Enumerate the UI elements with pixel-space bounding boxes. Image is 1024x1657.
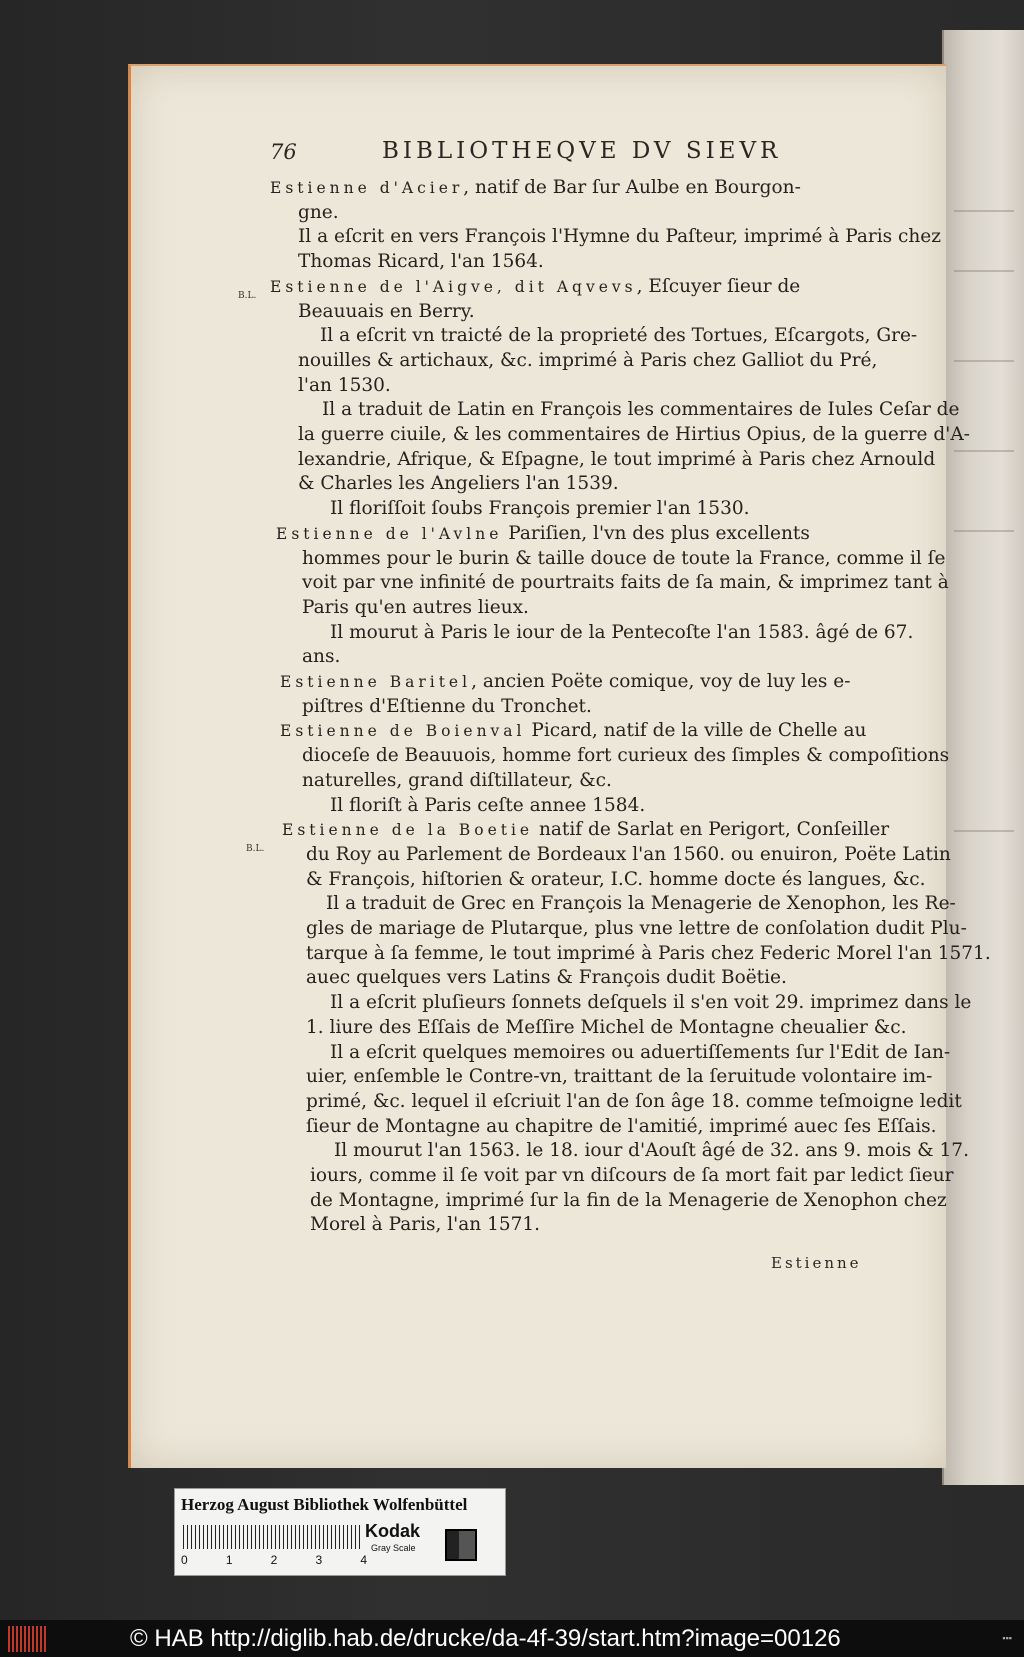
line-text: Morel à Paris, l'an 1571. xyxy=(310,1214,541,1235)
text-line xyxy=(306,843,951,867)
line-text: 1. liure des Eſſais de Meſſire Michel de Montagne cheualier &c. xyxy=(306,1017,907,1038)
entry-heading-line xyxy=(270,176,801,200)
text-line xyxy=(302,547,945,571)
margin-note: B.L. xyxy=(246,844,265,854)
running-title: BIBLIOTHEQVE DV SIEVR xyxy=(382,138,782,164)
text-line xyxy=(330,991,971,1015)
text-line xyxy=(326,892,956,916)
text-line xyxy=(298,423,970,447)
text-line xyxy=(298,201,339,225)
line-text: primé, &c. lequel il eſcriuit l'an de ſon âge 18. comme teſmoigne ledit xyxy=(306,1091,962,1112)
facing-page-edge xyxy=(942,30,1024,1485)
line-text: Il a eſcrit en vers François l'Hymne du Paſteur, imprimé à Paris chez xyxy=(298,226,941,247)
author-name: Estienne d'Acier xyxy=(270,179,464,197)
line-text: nouilles & artichaux, &c. imprimé à Paris chez Galliot du Pré, xyxy=(298,350,878,371)
entry-heading-line xyxy=(276,522,810,546)
line-text: & Charles les Angeliers l'an 1539. xyxy=(298,473,619,494)
text-line xyxy=(330,1041,950,1065)
text-line xyxy=(302,769,612,793)
status-bar xyxy=(0,1620,1024,1657)
library-color-card xyxy=(174,1488,506,1576)
text-line xyxy=(306,1016,906,1040)
entry-heading-line xyxy=(280,670,850,694)
line-text: Paris qu'en autres lieux. xyxy=(302,597,529,618)
author-name: Estienne de l'Aigve, dit Aqvevs xyxy=(270,278,637,296)
kodak-logo: Kodak xyxy=(365,1521,421,1541)
line-text: iours, comme il ſe voit par vn diſcours de ſa mort fait par ledict ſieur xyxy=(310,1165,954,1186)
text-line xyxy=(302,744,949,768)
text-line xyxy=(298,349,877,373)
text-line xyxy=(298,250,544,274)
author-name: Estienne de l'Avlne xyxy=(276,525,503,543)
text-line xyxy=(306,1115,937,1139)
text-line xyxy=(306,966,787,990)
text-line xyxy=(306,1090,962,1114)
author-name: Estienne de Boienval xyxy=(280,722,526,740)
line-text: Il a eſcrit vn traicté de la proprieté des Tortues, Eſcargots, Gre- xyxy=(320,325,918,346)
line-text: Picard, natif de la ville de Chelle au xyxy=(525,720,867,741)
scale-ruler xyxy=(183,1525,361,1549)
text-line xyxy=(302,645,340,669)
text-line xyxy=(298,225,941,249)
ruler-labels: 0 1 2 3 4 xyxy=(181,1553,367,1567)
copyright-url[interactable]: © HAB http://diglib.hab.de/drucke/da-4f-39/start.htm?image=00126 xyxy=(130,1625,841,1652)
entry-heading-line xyxy=(282,818,889,842)
text-line xyxy=(298,374,391,398)
line-text: Il floriſt à Paris ceſte annee 1584. xyxy=(330,795,646,816)
line-text: Il a traduit de Grec en François la Menagerie de Xenophon, les Re- xyxy=(326,893,956,914)
text-line xyxy=(330,621,913,645)
hab-logo-icon xyxy=(8,1626,46,1652)
author-name: Estienne de la Boetie xyxy=(282,821,534,839)
line-text: Beauuais en Berry. xyxy=(298,301,475,322)
text-line xyxy=(310,1189,947,1213)
text-line xyxy=(320,324,917,348)
text-line xyxy=(306,942,991,966)
line-text: de Montagne, imprimé ſur la fin de la Menagerie de Xenophon chez xyxy=(310,1190,947,1211)
line-text: Il mourut l'an 1563. le 18. iour d'Aouſt âgé de 32. ans 9. mois & 17. xyxy=(334,1140,969,1161)
line-text: natif de Sarlat en Perigort, Conſeiller xyxy=(533,819,890,840)
library-name: Herzog August Bibliothek Wolfenbüttel xyxy=(181,1495,468,1514)
line-text: auec quelques vers Latins & François dudit Boëtie. xyxy=(306,967,787,988)
author-name: Estienne Baritel xyxy=(280,673,472,691)
gray-swatch xyxy=(445,1529,477,1561)
line-text: gne. xyxy=(298,202,339,223)
bar-dots: ▪▪▪ xyxy=(1002,1633,1012,1643)
text-line xyxy=(306,917,967,941)
page-header xyxy=(270,138,785,168)
line-text: Il a traduit de Latin en François les commentaires de Iules Ceſar de xyxy=(322,399,960,420)
line-text: la guerre ciuile, & les commentaires de Hirtius Opius, de la guerre d'A- xyxy=(298,424,970,445)
line-text: Il a eſcrit quelques memoires ou aduertiſſements ſur l'Edit de Ian- xyxy=(330,1042,951,1063)
margin-note: B.L. xyxy=(238,291,257,301)
text-line xyxy=(298,300,475,324)
text-line xyxy=(330,497,750,521)
line-text: , natif de Bar ſur Aulbe en Bourgon- xyxy=(463,177,801,198)
text-line xyxy=(330,794,645,818)
line-text: naturelles, grand diſtillateur, &c. xyxy=(302,770,612,791)
line-text: Il a eſcrit pluſieurs ſonnets deſquels il s'en voit 29. imprimez dans le xyxy=(330,992,972,1013)
line-text: tarque à ſa femme, le tout imprimé à Paris chez Federic Morel l'an 1571. xyxy=(306,943,991,964)
line-text: Thomas Ricard, l'an 1564. xyxy=(298,251,544,272)
catchword: Estienne xyxy=(771,1254,862,1272)
text-line xyxy=(302,571,949,595)
line-text: Il floriſſoit ſoubs François premier l'an 1530. xyxy=(330,498,750,519)
line-text: uier, enſemble le Contre-vn, traittant de la ſeruitude volontaire im- xyxy=(306,1066,933,1087)
line-text: ans. xyxy=(302,646,341,667)
line-text: & François, hiſtorien & orateur, I.C. homme docte és langues, &c. xyxy=(306,869,926,890)
line-text: du Roy au Parlement de Bordeaux l'an 1560. ou enuiron, Poëte Latin xyxy=(306,844,951,865)
text-line xyxy=(298,472,619,496)
line-text: lexandrie, Afrique, & Eſpagne, le tout imprimé à Paris chez Arnould xyxy=(298,449,936,470)
line-text: , Eſcuyer ſieur de xyxy=(636,276,801,297)
line-text: Pariſien, l'vn des plus excellents xyxy=(502,523,810,544)
line-text: , ancien Poëte comique, voy de luy les e- xyxy=(471,671,851,692)
line-text: Il mourut à Paris le iour de la Pentecoſte l'an 1583. âgé de 67. xyxy=(330,622,914,643)
gray-scale-label: Gray Scale xyxy=(371,1543,416,1553)
text-line xyxy=(306,1065,932,1089)
text-line xyxy=(322,398,959,422)
page-number: 76 xyxy=(270,140,297,164)
line-text: piſtres d'Eſtienne du Tronchet. xyxy=(302,696,592,717)
text-line xyxy=(306,868,926,892)
text-line xyxy=(334,1139,969,1163)
entry-heading-line xyxy=(280,719,866,743)
text-line xyxy=(310,1213,540,1237)
line-text: gles de mariage de Plutarque, plus vne lettre de conſolation dudit Plu- xyxy=(306,918,967,939)
line-text: l'an 1530. xyxy=(298,375,391,396)
line-text: ſieur de Montagne au chapitre de l'amitié, imprimé auec ſes Eſſais. xyxy=(306,1116,937,1137)
line-text: voit par vne infinité de pourtraits faits de ſa main, & imprimez tant à xyxy=(302,572,949,593)
line-text: dioceſe de Beauuois, homme fort curieux des ſimples & compoſitions xyxy=(302,745,950,766)
text-line xyxy=(298,448,935,472)
entry-heading-line xyxy=(270,275,800,299)
text-line xyxy=(302,596,529,620)
text-line xyxy=(302,695,592,719)
text-line xyxy=(310,1164,954,1188)
line-text: hommes pour le burin & taille douce de toute la France, comme il ſe xyxy=(302,548,946,569)
